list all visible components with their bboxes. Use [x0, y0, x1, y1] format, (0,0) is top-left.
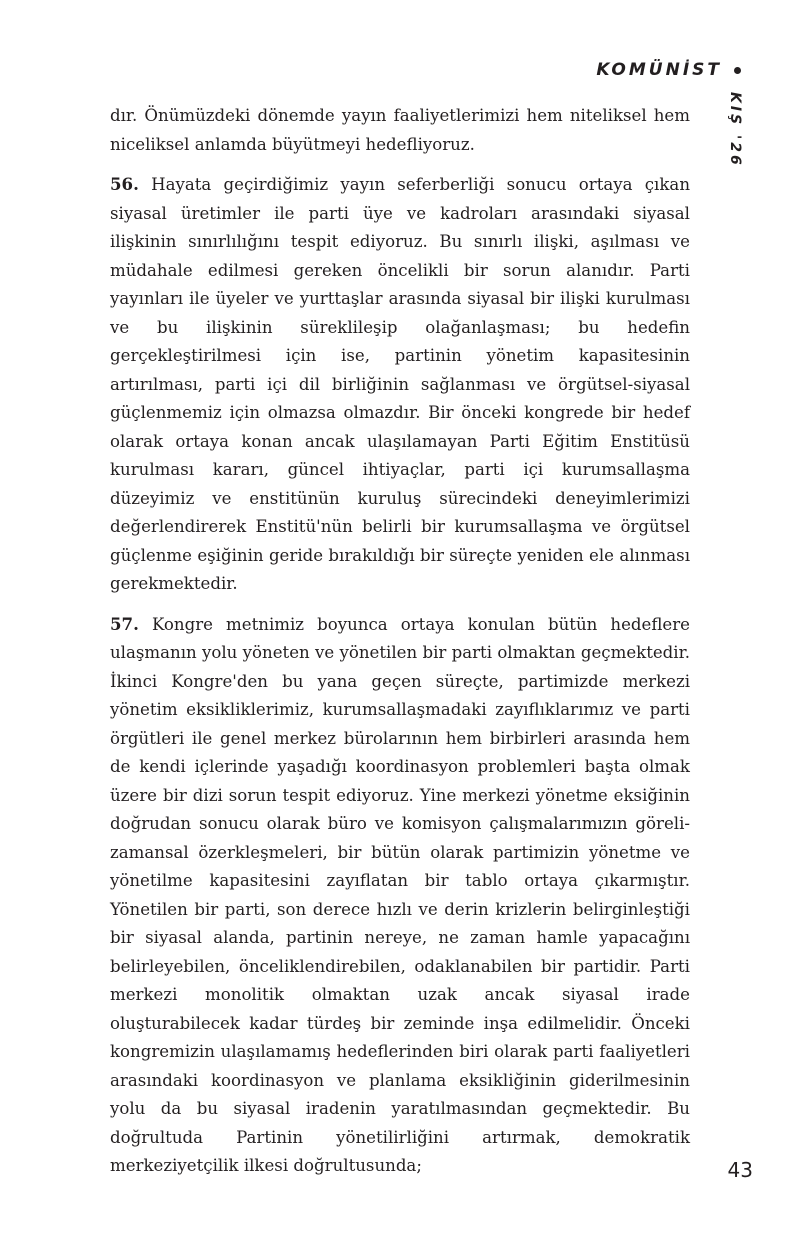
paragraph-number: 56.: [110, 174, 139, 194]
body-text: [110, 102, 690, 1192]
paragraph-continuation: [110, 102, 690, 159]
paragraph-text: Hayata geçirdiğimiz yayın seferberliği sonucu ortaya çıkan siyasal üretimler ile parti üye ve kadroları arasındaki siyasal ilişkinin sınırlılığını tespit ediyoruz. Bu sınırlı ilişki, aşılması ve müdahale edilmesi gereken öncelikli bir sorun alanıdır. Parti yayınları ile üyeler ve yurttaşlar arasında siyasal bir ilişki kurulması ve bu ilişkinin süreklileşip olağanlaşması; bu hedefin gerçekleştirilmesi için ise, partinin yönetim kapasitesinin artırılması, parti içi dil birliğinin sağlanması ve örgütsel-siyasal güçlenmemiz için olmazsa olmazdır. Bir önceki kongrede bir hedef olarak ortaya konan ancak ulaşılamayan Parti Eğitim Enstitüsü kurulması kararı, güncel ihtiyaçlar, parti içi kurumsallaşma düzeyimiz ve enstitünün kuruluş sürecindeki deneyimlerimizi değerlendirerek Enstitü'nün belirli bir kurumsallaşma ve örgütsel güçlenme eşiğinin geride bırakıldığı bir süreçte yeniden ele alınması gerekmektedir.: [110, 175, 691, 593]
paragraph-56: [110, 170, 690, 599]
journal-title: KOMÜNİST: [596, 60, 722, 80]
running-header: [596, 60, 741, 80]
paragraph-text: dır. Önümüzdeki dönemde yayın faaliyetlerimizi hem niteliksel hem niceliksel anlamda büyütmeyi hedefliyoruz.: [110, 106, 690, 154]
paragraph-text: Kongre metnimiz boyunca ortaya konulan bütün hedeflere ulaşmanın yolu yöneten ve yönetilen bir parti olmaktan geçmektedir. İkinci Kongre'den bu yana geçen süreçte, partimizde merkezi yönetim eksikliklerimiz, kurumsallaşmadaki zayıflıklarımız ve parti örgütleri ile genel merkez bürolarının hem birbirleri arasında hem de kendi içlerinde yaşadığı koordinasyon problemleri başta olmak üzere bir dizi sorun tespit ediyoruz. Yine merkezi yönetme eksiğinin doğrudan sonucu olarak büro ve komisyon çalışmalarımızın göreli-zamansal özerkleşmeleri, bir bütün olarak partimizin yönetme ve yönetilme kapasitesini zayıflatan bir tablo ortaya çıkarmıştır. Yönetilen bir parti, son derece hızlı ve derin krizlerin belirginleştiği bir siyasal alanda, partinin nereye, ne zaman hamle yapacağını belirleyebilen, önceliklendirebilen, odaklanabilen bir partidir. Parti merkezi monolitik olmaktan uzak ancak siyasal irade oluşturabilecek kadar türdeş bir zeminde inşa edilmelidir. Önceki kongremizin ulaşılamamış hedeflerinden biri olarak parti faaliyetleri arasındaki koordinasyon ve planlama eksikliğinin giderilmesinin yolu da bu siyasal iradenin yaratılmasından geçmektedir. Bu doğrultuda Partinin yönetilirliğini artırmak, demokratik merkeziyetçilik ilkesi doğrultusunda;: [110, 614, 691, 1175]
issue-label: KIŞ '26: [727, 92, 743, 168]
page-number: 43: [727, 1158, 753, 1182]
paragraph-57: [110, 610, 690, 1181]
bullet-dot-icon: [734, 67, 741, 74]
paragraph-number: 57.: [110, 613, 139, 634]
